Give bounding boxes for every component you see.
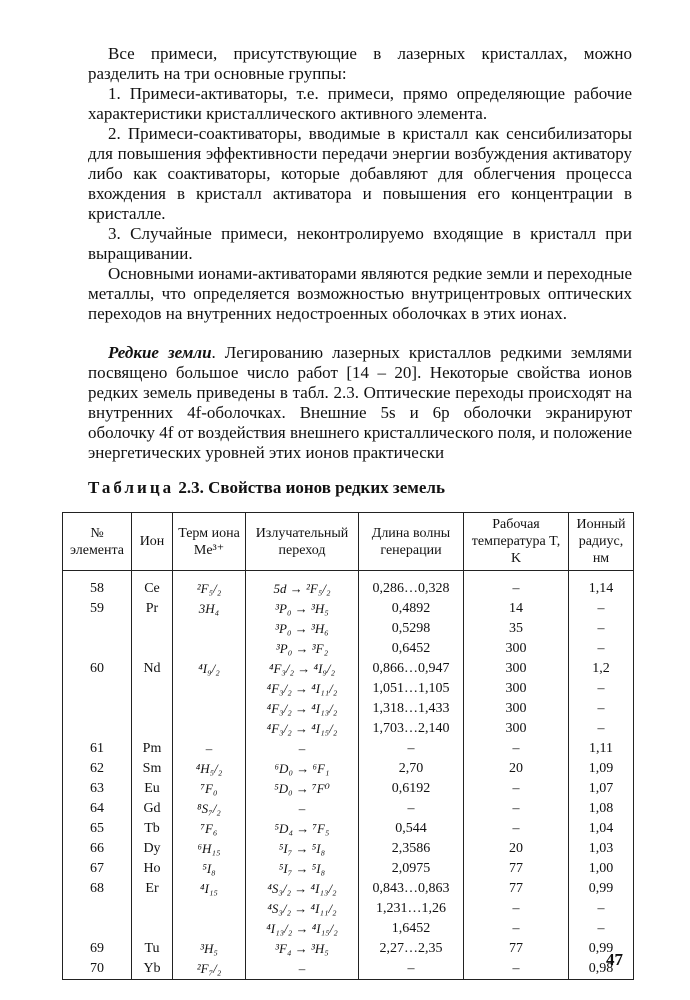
cell-ion-radius: – <box>569 919 634 939</box>
table-row <box>63 859 634 879</box>
cell-ion <box>132 619 173 639</box>
table-spacer <box>63 571 634 580</box>
table-row <box>63 739 634 759</box>
cell-term <box>173 639 246 659</box>
cell-wavelength: 1,6452 <box>359 919 464 939</box>
cell-temperature: 77 <box>464 859 569 879</box>
cell-transition: ⁵I₇ → ⁵I₈ <box>246 859 359 879</box>
cell-wavelength: – <box>359 739 464 759</box>
header-term: Терм иона Me³⁺ <box>173 513 246 571</box>
cell-term: ²F₇/₂ <box>173 959 246 980</box>
cell-wavelength: 0,4892 <box>359 599 464 619</box>
caption-text: 2.3. Свойства ионов редких земель <box>178 478 445 497</box>
cell-ion <box>132 679 173 699</box>
cell-wavelength: 0,286…0,328 <box>359 579 464 599</box>
cell-temperature: – <box>464 739 569 759</box>
table-row <box>63 819 634 839</box>
table-row <box>63 659 634 679</box>
cell-wavelength: 0,6452 <box>359 639 464 659</box>
cell-term <box>173 679 246 699</box>
table-row <box>63 699 634 719</box>
paragraph-activator-ions: Основными ионами-активаторами являются редкие земли и переходные металлы, что определяется возможностью внутрицентровых оптических переходов на внутренних недостроенных оболочках в этих ионах. <box>88 264 632 323</box>
header-temperature: Рабочая температура T, K <box>464 513 569 571</box>
cell-temperature: 14 <box>464 599 569 619</box>
table-row <box>63 939 634 959</box>
cell-transition: ⁵D₀ → ⁷F⁰ <box>246 779 359 799</box>
cell-ion <box>132 719 173 739</box>
cell-transition: ⁴S₃/₂ → ⁴I₁₃/₂ <box>246 879 359 899</box>
cell-term: ⁷F₀ <box>173 779 246 799</box>
cell-term: ⁶H₁₅ <box>173 839 246 859</box>
spacer-cell <box>246 571 359 580</box>
cell-ion <box>132 919 173 939</box>
rare-earth-table <box>62 512 634 980</box>
table-row <box>63 599 634 619</box>
cell-ion: Dy <box>132 839 173 859</box>
cell-term: ²F₅/₂ <box>173 579 246 599</box>
header-transition: Излучательный переход <box>246 513 359 571</box>
cell-temperature: – <box>464 819 569 839</box>
cell-wavelength: 0,5298 <box>359 619 464 639</box>
cell-temperature: 300 <box>464 679 569 699</box>
table-row <box>63 779 634 799</box>
cell-element-number: 60 <box>63 659 132 679</box>
cell-temperature: – <box>464 799 569 819</box>
cell-temperature: – <box>464 579 569 599</box>
cell-term: ⁴I₁₅ <box>173 879 246 899</box>
cell-ion: Ce <box>132 579 173 599</box>
cell-temperature: 300 <box>464 699 569 719</box>
cell-ion: Nd <box>132 659 173 679</box>
cell-element-number: 63 <box>63 779 132 799</box>
cell-term <box>173 899 246 919</box>
cell-transition: – <box>246 799 359 819</box>
cell-element-number: 69 <box>63 939 132 959</box>
cell-element-number: 62 <box>63 759 132 779</box>
paragraph-rare-earth <box>88 343 632 463</box>
cell-ion-radius: 1,03 <box>569 839 634 859</box>
cell-ion-radius: 0,98 <box>569 959 634 980</box>
cell-transition: ⁴F₃/₂ → ⁴I₁₃/₂ <box>246 699 359 719</box>
cell-ion: Pm <box>132 739 173 759</box>
cell-transition: ⁴F₃/₂ → ⁴I₁₁/₂ <box>246 679 359 699</box>
spacer-cell <box>132 571 173 580</box>
paragraph-random: 3. Случайные примеси, неконтролируемо входящие в кристалл при выращивании. <box>88 224 632 263</box>
cell-element-number <box>63 719 132 739</box>
cell-ion: Pr <box>132 599 173 619</box>
header-wavelength: Длина волны генерации <box>359 513 464 571</box>
cell-ion-radius: 1,00 <box>569 859 634 879</box>
cell-wavelength: 1,318…1,433 <box>359 699 464 719</box>
cell-element-number <box>63 699 132 719</box>
cell-ion: Eu <box>132 779 173 799</box>
cell-temperature: 300 <box>464 659 569 679</box>
cell-ion: Gd <box>132 799 173 819</box>
cell-element-number: 64 <box>63 799 132 819</box>
table-row <box>63 759 634 779</box>
cell-term <box>173 699 246 719</box>
table-row <box>63 639 634 659</box>
cell-wavelength: 0,544 <box>359 819 464 839</box>
cell-temperature: 35 <box>464 619 569 639</box>
paragraph-intro: Все примеси, присутствующие в лазерных кристаллах, можно разделить на три основные группы: <box>88 44 632 83</box>
cell-ion <box>132 699 173 719</box>
cell-element-number: 68 <box>63 879 132 899</box>
spacer-cell <box>359 571 464 580</box>
cell-ion-radius: – <box>569 619 634 639</box>
cell-wavelength: 0,866…0,947 <box>359 659 464 679</box>
cell-term: ⁴I₉/₂ <box>173 659 246 679</box>
cell-element-number: 58 <box>63 579 132 599</box>
cell-temperature: 77 <box>464 879 569 899</box>
rare-earth-label: Редкие земли <box>108 343 212 362</box>
table-row <box>63 719 634 739</box>
cell-element-number <box>63 619 132 639</box>
cell-temperature: 20 <box>464 759 569 779</box>
cell-temperature: – <box>464 779 569 799</box>
cell-ion-radius: – <box>569 639 634 659</box>
table-row <box>63 899 634 919</box>
cell-wavelength: 2,0975 <box>359 859 464 879</box>
cell-element-number: 59 <box>63 599 132 619</box>
cell-transition: – <box>246 739 359 759</box>
cell-temperature: 20 <box>464 839 569 859</box>
cell-ion <box>132 899 173 919</box>
cell-transition: ³P₀ → ³F₂ <box>246 639 359 659</box>
cell-ion-radius: – <box>569 719 634 739</box>
cell-transition: ⁴F₃/₂ → ⁴I₉/₂ <box>246 659 359 679</box>
header-ion-radius: Ионный радиус, нм <box>569 513 634 571</box>
spacer-cell <box>464 571 569 580</box>
cell-temperature: – <box>464 959 569 980</box>
cell-element-number <box>63 919 132 939</box>
cell-transition: ⁴F₃/₂ → ⁴I₁₅/₂ <box>246 719 359 739</box>
table-row <box>63 959 634 980</box>
cell-transition: ⁵D₄ → ⁷F₅ <box>246 819 359 839</box>
cell-transition: ³F₄ → ³H₅ <box>246 939 359 959</box>
table-row <box>63 879 634 899</box>
cell-wavelength: 1,703…2,140 <box>359 719 464 739</box>
cell-wavelength: 2,27…2,35 <box>359 939 464 959</box>
cell-temperature: – <box>464 919 569 939</box>
table-row <box>63 919 634 939</box>
cell-ion-radius: 0,99 <box>569 879 634 899</box>
cell-term <box>173 619 246 639</box>
table-row <box>63 679 634 699</box>
cell-ion-radius: 1,2 <box>569 659 634 679</box>
cell-element-number: 65 <box>63 819 132 839</box>
cell-ion: Yb <box>132 959 173 980</box>
cell-term: ⁷F₆ <box>173 819 246 839</box>
cell-element-number <box>63 679 132 699</box>
cell-ion: Er <box>132 879 173 899</box>
cell-term <box>173 719 246 739</box>
cell-temperature: – <box>464 899 569 919</box>
spacer-cell <box>173 571 246 580</box>
cell-wavelength: – <box>359 959 464 980</box>
cell-ion-radius: 1,07 <box>569 779 634 799</box>
table-row <box>63 579 634 599</box>
cell-transition: ³P₀ → ³H₆ <box>246 619 359 639</box>
table-body <box>63 571 634 980</box>
cell-temperature: 300 <box>464 639 569 659</box>
cell-ion: Sm <box>132 759 173 779</box>
cell-element-number: 67 <box>63 859 132 879</box>
cell-wavelength: 2,3586 <box>359 839 464 859</box>
cell-ion-radius: – <box>569 899 634 919</box>
cell-ion-radius: 0,99 <box>569 939 634 959</box>
cell-transition: ⁶D₀ → ⁶F₁ <box>246 759 359 779</box>
table-row <box>63 619 634 639</box>
cell-term: 3H₄ <box>173 599 246 619</box>
paragraph-coactivators: 2. Примеси-соактиваторы, вводимые в кристалл как сенсибилизаторы для повышения эффективности передачи энергии возбуждения активатору либо как соактиваторы, которые добавляют для облегчения процесса вхождения в кристалл активатора и повышения его концентрации в кристалле. <box>88 124 632 223</box>
cell-element-number: 70 <box>63 959 132 980</box>
cell-ion-radius: 1,09 <box>569 759 634 779</box>
header-element-number: № элемента <box>63 513 132 571</box>
cell-transition: – <box>246 959 359 980</box>
table-row <box>63 839 634 859</box>
cell-element-number: 61 <box>63 739 132 759</box>
cell-term: – <box>173 739 246 759</box>
cell-term <box>173 919 246 939</box>
cell-transition: 5d → ²F₅/₂ <box>246 579 359 599</box>
cell-transition: ⁵I₇ → ⁵I₈ <box>246 839 359 859</box>
cell-element-number <box>63 899 132 919</box>
cell-element-number <box>63 639 132 659</box>
cell-wavelength: – <box>359 799 464 819</box>
cell-ion: Ho <box>132 859 173 879</box>
cell-transition: ⁴I₁₃/₂ → ⁴I₁₅/₂ <box>246 919 359 939</box>
spacer-cell <box>569 571 634 580</box>
cell-ion-radius: – <box>569 679 634 699</box>
cell-ion: Tu <box>132 939 173 959</box>
page-number: 47 <box>606 950 623 969</box>
cell-temperature: 77 <box>464 939 569 959</box>
cell-ion-radius: 1,11 <box>569 739 634 759</box>
cell-term: ⁵I₈ <box>173 859 246 879</box>
cell-term: ³H₅ <box>173 939 246 959</box>
cell-wavelength: 0,843…0,863 <box>359 879 464 899</box>
cell-ion-radius: 1,14 <box>569 579 634 599</box>
cell-ion <box>132 639 173 659</box>
table-caption <box>88 478 445 498</box>
cell-temperature: 300 <box>464 719 569 739</box>
cell-wavelength: 1,051…1,105 <box>359 679 464 699</box>
spacer-cell <box>63 571 132 580</box>
caption-prefix: Таблица <box>88 478 175 497</box>
cell-transition: ⁴S₃/₂ → ⁴I₁₁/₂ <box>246 899 359 919</box>
table-header-row <box>63 513 634 571</box>
cell-ion-radius: 1,08 <box>569 799 634 819</box>
cell-term: ⁴H₅/₂ <box>173 759 246 779</box>
table-row <box>63 799 634 819</box>
rare-earth-text: . Легированию лазерных кристаллов редкими землями посвящено большое число работ [14 – 20]. Некоторые свойства ионов редких земель приведены в табл. 2.3. Оптические переходы происходят на внутренних 4f-оболочках. Внешние 5s и 6p оболочки экранируют оболочку 4f от воздействия внешнего кристаллического поля, и положение энергетических уровней этих ионов практически <box>88 343 632 462</box>
paragraph-activators: 1. Примеси-активаторы, т.е. примеси, прямо определяющие рабочие характеристики кристаллического активного элемента. <box>88 84 632 123</box>
cell-wavelength: 0,6192 <box>359 779 464 799</box>
cell-wavelength: 2,70 <box>359 759 464 779</box>
cell-term: ⁸S₇/₂ <box>173 799 246 819</box>
cell-element-number: 66 <box>63 839 132 859</box>
cell-wavelength: 1,231…1,26 <box>359 899 464 919</box>
cell-ion-radius: – <box>569 599 634 619</box>
cell-transition: ³P₀ → ³H₅ <box>246 599 359 619</box>
cell-ion-radius: – <box>569 699 634 719</box>
cell-ion: Tb <box>132 819 173 839</box>
cell-ion-radius: 1,04 <box>569 819 634 839</box>
header-ion: Ион <box>132 513 173 571</box>
